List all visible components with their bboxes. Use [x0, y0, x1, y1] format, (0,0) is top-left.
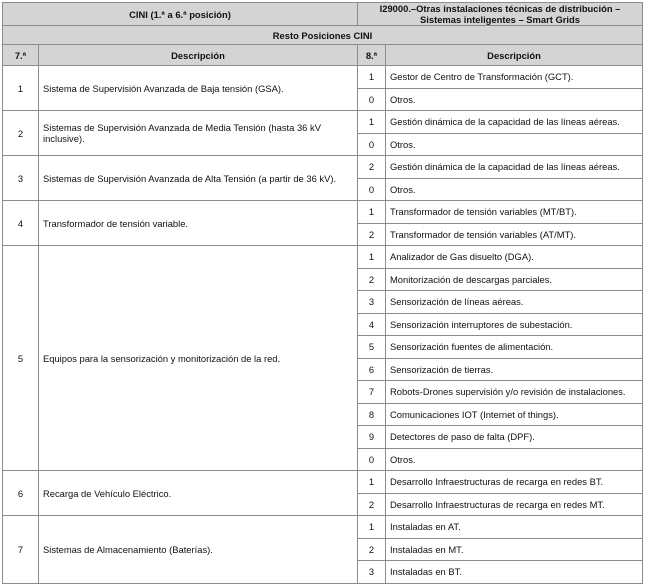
position-7-code: 7	[3, 516, 39, 584]
position-8-code: 4	[358, 313, 386, 336]
position-8-code: 2	[358, 156, 386, 179]
position-8-code: 6	[358, 358, 386, 381]
position-8-description: Instaladas en MT.	[386, 538, 643, 561]
position-8-code: 2	[358, 268, 386, 291]
position-8-code: 1	[358, 111, 386, 134]
position-7-description: Equipos para la sensorización y monitorización de la red.	[39, 246, 358, 471]
position-7-code: 6	[3, 471, 39, 516]
position-7-description: Sistemas de Almacenamiento (Baterías).	[39, 516, 358, 584]
position-8-description: Otros.	[386, 133, 643, 156]
table-row	[3, 66, 643, 89]
table-title-row	[3, 3, 643, 26]
position-8-code: 3	[358, 561, 386, 584]
position-8-description: Robots-Drones supervisión y/o revisión de instalaciones.	[386, 381, 643, 404]
table-row	[3, 201, 643, 224]
position-8-code: 2	[358, 538, 386, 561]
position-8-description: Desarrollo Infraestructuras de recarga en redes BT.	[386, 471, 643, 494]
position-8-description: Comunicaciones IOT (Internet of things).	[386, 403, 643, 426]
position-8-code: 0	[358, 88, 386, 111]
position-8-code: 0	[358, 448, 386, 471]
position-8-description: Instaladas en BT.	[386, 561, 643, 584]
position-8-description: Gestión dinámica de la capacidad de las líneas aéreas.	[386, 111, 643, 134]
position-8-code: 1	[358, 201, 386, 224]
position-7-code: 5	[3, 246, 39, 471]
position-8-description: Sensorización fuentes de alimentación.	[386, 336, 643, 359]
position-8-code: 0	[358, 133, 386, 156]
position-7-description: Sistema de Supervisión Avanzada de Baja tensión (GSA).	[39, 66, 358, 111]
installation-type-header: I29000.–Otras instalaciones técnicas de distribución – Sistemas inteligentes – Smart Grids	[358, 3, 643, 26]
position-7-description: Sistemas de Supervisión Avanzada de Alta Tensión (a partir de 36 kV).	[39, 156, 358, 201]
position-8-description: Otros.	[386, 88, 643, 111]
position-8-description: Instaladas en AT.	[386, 516, 643, 539]
table-row	[3, 246, 643, 269]
resto-posiciones-header: Resto Posiciones CINI	[3, 26, 643, 45]
position-8-description: Gestión dinámica de la capacidad de las líneas aéreas.	[386, 156, 643, 179]
position-7-code: 4	[3, 201, 39, 246]
position-8-code: 9	[358, 426, 386, 449]
position-8-code: 2	[358, 223, 386, 246]
cini-table-body	[3, 3, 643, 584]
cini-position-header: CINI (1.ª a 6.ª posición)	[3, 3, 358, 26]
position-8-description: Otros.	[386, 448, 643, 471]
position-7-code: 2	[3, 111, 39, 156]
position-7-description: Sistemas de Supervisión Avanzada de Media Tensión (hasta 36 kV inclusive).	[39, 111, 358, 156]
col-description-1-header: Descripción	[39, 45, 358, 66]
position-8-description: Desarrollo Infraestructuras de recarga en redes MT.	[386, 493, 643, 516]
position-8-code: 3	[358, 291, 386, 314]
position-8-description: Analizador de Gas disuelto (DGA).	[386, 246, 643, 269]
position-8-code: 1	[358, 471, 386, 494]
position-8-description: Sensorización de líneas aéreas.	[386, 291, 643, 314]
position-8-code: 5	[358, 336, 386, 359]
position-8-code: 8	[358, 403, 386, 426]
position-7-description: Transformador de tensión variable.	[39, 201, 358, 246]
table-row	[3, 516, 643, 539]
position-8-description: Otros.	[386, 178, 643, 201]
position-8-description: Gestor de Centro de Transformación (GCT).	[386, 66, 643, 89]
position-8-description: Sensorización de tierras.	[386, 358, 643, 381]
position-8-description: Transformador de tensión variables (MT/BT).	[386, 201, 643, 224]
subheader-row	[3, 26, 643, 45]
position-8-description: Detectores de paso de falta (DPF).	[386, 426, 643, 449]
column-header-row	[3, 45, 643, 66]
position-8-code: 7	[358, 381, 386, 404]
col-description-2-header: Descripción	[386, 45, 643, 66]
table-row	[3, 471, 643, 494]
table-row	[3, 111, 643, 134]
position-8-code: 2	[358, 493, 386, 516]
position-8-description: Monitorización de descargas parciales.	[386, 268, 643, 291]
position-7-code: 1	[3, 66, 39, 111]
cini-table	[2, 2, 643, 584]
position-8-code: 1	[358, 516, 386, 539]
position-8-code: 1	[358, 246, 386, 269]
col-8-header: 8.ª	[358, 45, 386, 66]
position-8-code: 0	[358, 178, 386, 201]
position-7-code: 3	[3, 156, 39, 201]
col-7-header: 7.ª	[3, 45, 39, 66]
position-8-description: Transformador de tensión variables (AT/MT).	[386, 223, 643, 246]
position-8-code: 1	[358, 66, 386, 89]
table-row	[3, 156, 643, 179]
position-8-description: Sensorización interruptores de subestación.	[386, 313, 643, 336]
position-7-description: Recarga de Vehículo Eléctrico.	[39, 471, 358, 516]
